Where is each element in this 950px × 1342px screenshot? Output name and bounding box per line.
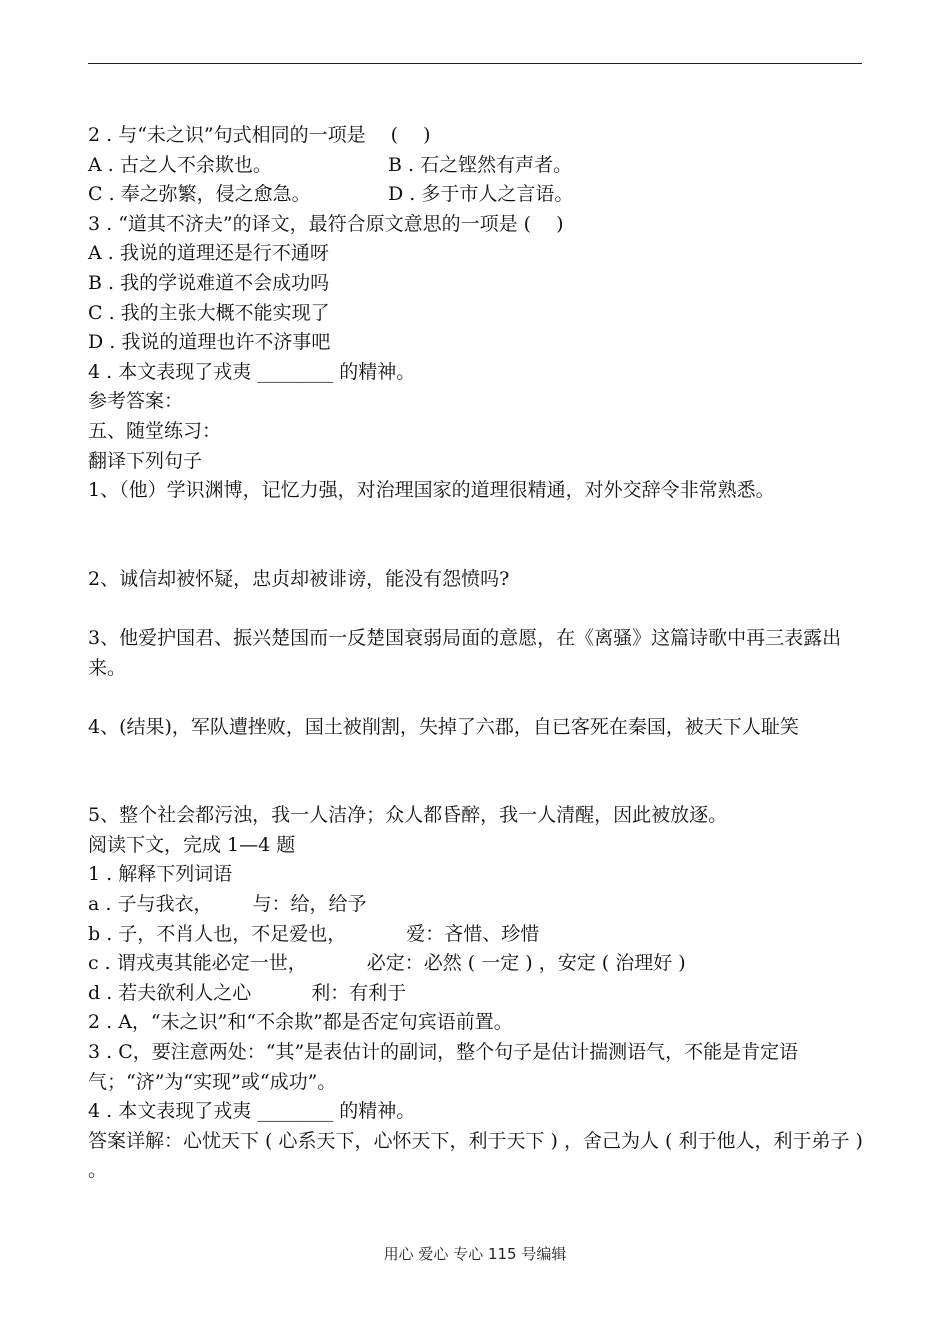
q2-stem: 2 . 与“未之识”句式相同的一项是 ( ) — [88, 124, 431, 146]
answer-1-title: 1 . 解释下列词语 — [88, 863, 233, 886]
q2-options-cd — [88, 180, 868, 210]
answer-1-c-text: c . 谓戎夷其能必定一世， — [88, 952, 307, 975]
reference-answer-heading: 参考答案： — [88, 390, 184, 413]
spacer — [88, 742, 868, 801]
answer-1-c — [88, 949, 868, 979]
spacer — [88, 506, 868, 565]
page-footer: 用心 爱心 专心 115 号编辑 — [383, 1245, 567, 1263]
answer-1-b-text: b . 子，不肖人也，不足爱也， — [88, 922, 347, 945]
answer-1-b-def: 爱：吝惜、珍惜 — [406, 922, 540, 945]
q3-option-d: D . 我说的道理也许不济事吧 — [88, 331, 331, 354]
sentence-3: 3、他爱护国君、振兴楚国而一反楚国衰弱局面的意愿，在《离骚》这篇诗歌中再三表露出来。 — [88, 626, 842, 679]
reading-heading: 阅读下文，完成 1—4 题 — [88, 833, 296, 856]
answer-1-b — [88, 920, 868, 950]
q2-option-c: C . 奉之弥繁，侵之愈急。 — [88, 183, 311, 206]
section-five-heading: 五、随堂练习： — [88, 419, 222, 442]
q2-option-b: B . 石之铿然有声者。 — [388, 153, 573, 176]
q3-option-c: C . 我的主张大概不能实现了 — [88, 301, 330, 324]
sentence-4: 4、(结果)，军队遭挫败，国土被削割，失掉了六郡，自已客死在秦国，被天下人耻笑 — [88, 715, 799, 738]
header-rule — [88, 63, 862, 64]
translate-heading: 翻译下列句子 — [88, 449, 203, 472]
document-body — [88, 121, 868, 1186]
sentence-5: 5、整个社会都污浊，我一人洁净；众人都昏醉，我一人清醒，因此被放逐。 — [88, 804, 728, 827]
answer-detail: 答案详解：心忧天下 ( 心系天下，心怀天下，利于天下 ) ，舍己为人 ( 利于他人，利于弟子 ) 。 — [88, 1129, 863, 1182]
q3-option-a: A . 我说的道理还是行不通呀 — [88, 242, 329, 265]
answer-1-d-text: d . 若夫欲利人之心 — [88, 981, 252, 1004]
answer-4: 4 . 本文表现了戎夷 ________ 的精神。 — [88, 1100, 416, 1123]
sentence-2: 2、诚信却被怀疑，忠贞却被诽谤，能没有怨愤吗? — [88, 567, 510, 590]
answer-1-a — [88, 890, 868, 920]
q2-options-ab — [88, 151, 868, 181]
answer-3: 3 . C，要注意两处：“其”是表估计的副词，整个句子是估计揣测语气，不能是肯定语气；“济”为“实现”或“成功”。 — [88, 1041, 799, 1093]
q2-option-d: D . 多于市人之言语。 — [388, 183, 574, 206]
answer-2: 2 . A，“未之识”和“不余欺”都是否定句宾语前置。 — [88, 1011, 513, 1034]
answer-1-d — [88, 979, 868, 1009]
spacer — [88, 683, 868, 713]
spacer — [88, 594, 868, 624]
answer-1-d-def: 利：有利于 — [311, 981, 407, 1004]
answer-1-c-def: 必定：必然 ( 一定 ) ，安定 ( 治理好 ) — [366, 952, 686, 975]
sentence-1: 1、（他）学识渊博，记忆力强，对治理国家的道理很精通，对外交辞令非常熟悉。 — [88, 479, 775, 502]
answer-1-a-def: 与：给，给予 — [252, 893, 367, 916]
q3-stem: 3 . “道其不济夫”的译文，最符合原文意思的一项是 ( ) — [88, 212, 564, 235]
q2-option-a: A . 古之人不余欺也。 — [88, 153, 272, 176]
q4-stem: 4 . 本文表现了戎夷 ________ 的精神。 — [88, 360, 416, 383]
answer-1-a-text: a . 子与我衣， — [88, 893, 213, 916]
q3-option-b: B . 我的学说难道不会成功吗 — [88, 271, 330, 294]
